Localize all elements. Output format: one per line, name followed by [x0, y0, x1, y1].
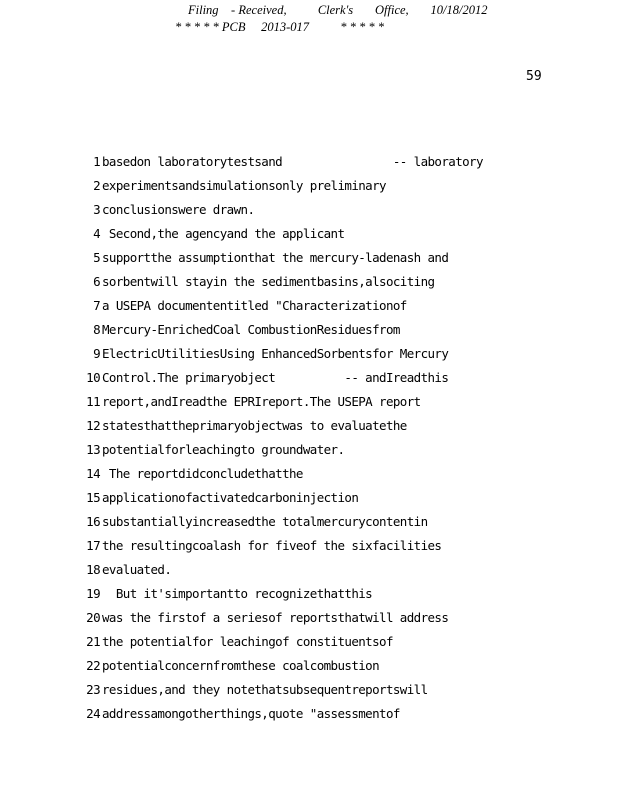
line-number: 16 [86, 514, 100, 529]
transcript-line [84, 200, 584, 224]
line-text: ElectricUtilitiesUsing EnhancedSorbentsfor Mercury [102, 346, 449, 361]
line-text: experimentsandsimulationsonly preliminary [102, 178, 386, 193]
line-number: 22 [86, 658, 100, 673]
transcript-line [84, 272, 584, 296]
line-number: 18 [86, 562, 100, 577]
transcript-line [84, 488, 584, 512]
line-number: 8 [93, 322, 100, 337]
transcript-line [84, 512, 584, 536]
line-text: conclusionswere drawn. [102, 202, 255, 217]
line-text: a USEPA documententitled "Characterizationof [102, 298, 407, 313]
line-number: 3 [93, 202, 100, 217]
line-text: The reportdidconcludethatthe [102, 466, 303, 481]
page-number: 59 [526, 69, 542, 84]
transcript-line [84, 584, 584, 608]
line-number: 7 [93, 298, 100, 313]
line-text: applicationofactivatedcarboninjection [102, 490, 359, 505]
transcript-line [84, 608, 584, 632]
line-number: 15 [86, 490, 100, 505]
line-number: 24 [86, 706, 100, 721]
line-text: the potentialfor leachingof constituentsof [102, 634, 393, 649]
line-number: 19 [86, 586, 100, 601]
line-number: 5 [93, 250, 100, 265]
line-number: 4 [93, 226, 100, 241]
line-text: basedon laboratorytestsand -- laboratory [102, 154, 483, 169]
transcript-line [84, 296, 584, 320]
line-number: 14 [86, 466, 100, 481]
line-text: report,andIreadthe EPRIreport.The USEPA report [102, 394, 421, 409]
line-number: 1 [93, 154, 100, 169]
line-number: 2 [93, 178, 100, 193]
line-text: potentialforleachingto groundwater. [102, 442, 345, 457]
line-number: 13 [86, 442, 100, 457]
line-text: evaluated. [102, 562, 172, 577]
line-text: Second,the agencyand the applicant [102, 226, 345, 241]
transcript-line [84, 224, 584, 248]
line-text: statesthattheprimaryobjectwas to evaluatethe [102, 418, 407, 433]
transcript-line [84, 368, 584, 392]
transcript-line [84, 632, 584, 656]
line-number: 20 [86, 610, 100, 625]
line-number: 11 [86, 394, 100, 409]
line-text: residues,and they notethatsubsequentreportswill [102, 682, 428, 697]
line-text: Control.The primaryobject -- andIreadthis [102, 370, 449, 385]
line-text: the resultingcoalash for fiveof the sixfacilities [102, 538, 442, 553]
filing-stamp-line2: * * * * * PCB 2013-017 * * * * * [175, 20, 385, 34]
line-number: 17 [86, 538, 100, 553]
transcript-line [84, 440, 584, 464]
transcript-line [84, 560, 584, 584]
line-text: supportthe assumptionthat the mercury-ladenash and [102, 250, 449, 265]
line-number: 23 [86, 682, 100, 697]
transcript-line [84, 680, 584, 704]
transcript-line [84, 704, 584, 728]
line-number: 9 [93, 346, 100, 361]
line-text: substantiallyincreasedthe totalmercurycontentin [102, 514, 428, 529]
transcript-line [84, 176, 584, 200]
line-text: sorbentwill stayin the sedimentbasins,alsociting [102, 274, 435, 289]
line-text: was the firstof a seriesof reportsthatwill address [102, 610, 449, 625]
line-number: 12 [86, 418, 100, 433]
filing-stamp-line1: Filing - Received, Clerk's Office, 10/18/2012 [188, 3, 488, 17]
transcript-line [84, 152, 584, 176]
transcript-line [84, 464, 584, 488]
transcript-line [84, 248, 584, 272]
transcript-body [84, 152, 584, 728]
line-text: Mercury-EnrichedCoal CombustionResiduesfrom [102, 322, 400, 337]
line-text: addressamongotherthings,quote "assessmentof [102, 706, 400, 721]
transcript-line [84, 392, 584, 416]
transcript-line [84, 320, 584, 344]
line-number: 21 [86, 634, 100, 649]
transcript-line [84, 656, 584, 680]
line-number: 10 [86, 370, 100, 385]
line-text: But it'simportantto recognizethatthis [102, 586, 373, 601]
transcript-line [84, 416, 584, 440]
line-number: 6 [93, 274, 100, 289]
transcript-line [84, 536, 584, 560]
line-text: potentialconcernfromthese coalcombustion [102, 658, 380, 673]
transcript-line [84, 344, 584, 368]
